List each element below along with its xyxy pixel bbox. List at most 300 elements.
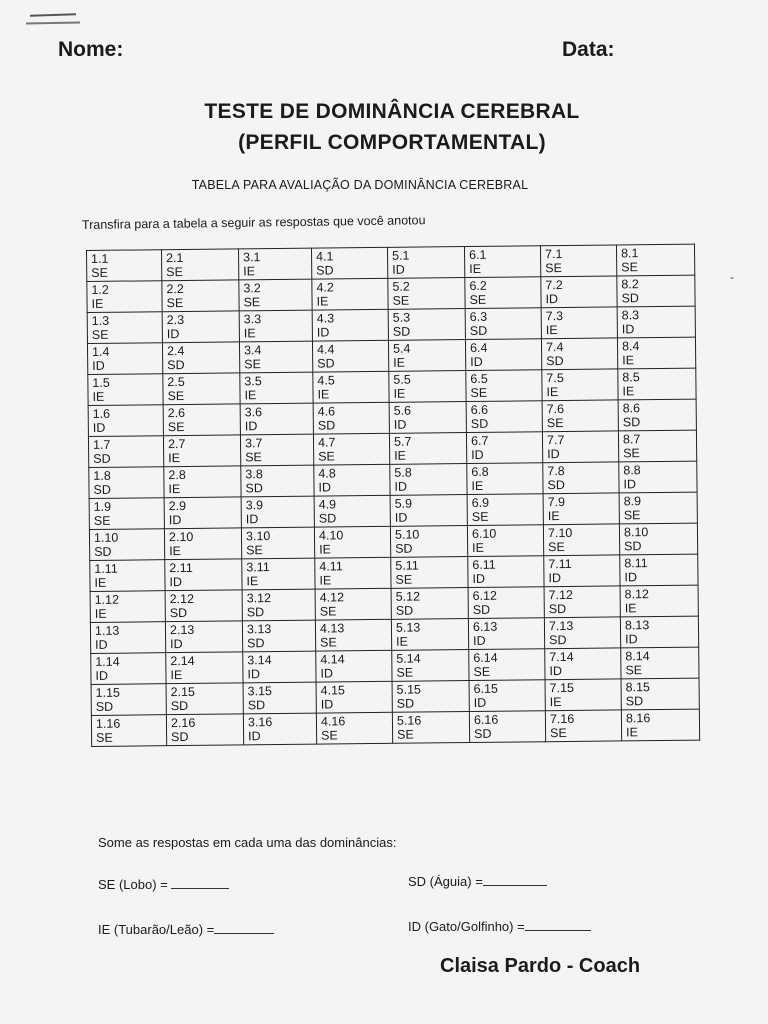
table-cell <box>91 653 166 685</box>
table-cell <box>316 712 392 744</box>
cell-code: IE <box>549 695 562 710</box>
table-cell <box>392 681 469 713</box>
cell-number: 6.12 <box>472 588 498 603</box>
cell-code: IE <box>394 448 407 463</box>
cell-number: 1.13 <box>94 623 120 638</box>
table-caption: TABELA PARA AVALIAÇÃO DA DOMINÂNCIA CEREBRAL <box>191 178 529 192</box>
table-cell <box>469 711 545 743</box>
cell-code: ID <box>394 510 408 525</box>
cell-number: 5.4 <box>392 341 411 356</box>
table-cell <box>621 709 699 741</box>
cell-number: 4.3 <box>316 311 335 326</box>
pen-mark <box>30 13 76 17</box>
cell-number: 2.1 <box>166 250 184 266</box>
table-cell <box>312 340 388 372</box>
table-cell <box>87 312 162 344</box>
cell-code: ID <box>92 358 105 373</box>
date-label: Data: <box>562 38 615 61</box>
cell-code: SE <box>93 513 111 528</box>
table-cell <box>619 492 697 524</box>
table-cell <box>314 526 390 558</box>
cell-number: 1.11 <box>94 561 118 576</box>
table-cell <box>545 679 621 711</box>
cell-code: SE <box>167 419 185 435</box>
table-cell <box>387 247 464 279</box>
table-cell <box>315 557 391 589</box>
cell-number: 1.7 <box>92 437 111 452</box>
cell-number: 3.9 <box>245 498 264 513</box>
table-cell <box>162 311 239 343</box>
cell-code: SE <box>396 665 414 680</box>
cell-number: 5.9 <box>394 496 413 511</box>
summary-ie <box>98 921 274 937</box>
cell-code: SD <box>469 323 488 338</box>
cell-code: IE <box>91 296 104 311</box>
table-cell <box>87 343 162 375</box>
table-cell <box>241 496 314 528</box>
cell-number: 7.14 <box>549 649 574 665</box>
cell-code: IE <box>319 542 332 557</box>
table-cell <box>240 434 313 466</box>
cell-code: ID <box>393 417 407 432</box>
cell-code: IE <box>471 478 484 493</box>
cell-code: SE <box>470 385 488 400</box>
table-cell <box>241 465 314 497</box>
table-cell <box>163 373 240 405</box>
cell-code: SE <box>167 388 185 404</box>
table-cell <box>243 651 316 683</box>
cell-number: 3.7 <box>244 436 263 451</box>
cell-code: SD <box>622 415 641 430</box>
cell-code: IE <box>622 384 635 399</box>
table-cell <box>89 529 164 561</box>
table-cell <box>87 250 162 282</box>
cell-number: 8.2 <box>621 277 639 292</box>
table-cell <box>88 436 163 468</box>
cell-number: 4.11 <box>319 559 343 574</box>
table-cell <box>240 372 313 404</box>
cell-number: 2.7 <box>167 436 186 452</box>
cell-code: SE <box>96 730 113 745</box>
cell-code: ID <box>247 667 261 682</box>
table-cell <box>466 432 542 464</box>
cell-code: SE <box>166 295 184 311</box>
table-cell <box>465 277 541 309</box>
cell-number: 3.14 <box>247 653 272 668</box>
cell-code: SE <box>244 357 261 372</box>
table-cell <box>464 246 540 278</box>
cell-number: 3.4 <box>243 343 262 358</box>
cell-number: 1.15 <box>95 685 121 700</box>
cell-number: 6.10 <box>471 526 497 541</box>
cell-number: 1.6 <box>92 406 111 421</box>
table-cell <box>391 557 468 589</box>
answer-table-wrapper <box>86 244 700 747</box>
cell-code: SD <box>474 726 492 741</box>
cell-number: 3.8 <box>245 467 263 482</box>
cell-number: 3.1 <box>243 250 261 265</box>
cell-code: ID <box>245 512 259 527</box>
cell-number: 1.4 <box>91 344 110 359</box>
cell-code: SD <box>94 544 112 559</box>
cell-number: 2.11 <box>169 560 193 576</box>
cell-code: ID <box>320 666 334 681</box>
table-cell <box>240 403 313 435</box>
cell-number: 1.8 <box>93 468 111 483</box>
cell-code: IE <box>168 482 181 497</box>
summary-id-label: ID (Gato/Golfinho) = <box>408 919 525 934</box>
cell-code: IE <box>624 601 637 616</box>
summary-se <box>98 876 229 892</box>
cell-number: 2.5 <box>167 374 185 390</box>
cell-number: 6.5 <box>470 371 488 386</box>
cell-number: 5.12 <box>395 589 421 604</box>
summary-sd-label: SD (Águia) = <box>408 874 483 889</box>
cell-number: 1.2 <box>91 282 109 297</box>
cell-code: SD <box>547 477 565 493</box>
cell-code: IE <box>243 264 256 279</box>
cell-number: 7.15 <box>549 680 575 696</box>
cell-number: 8.11 <box>624 556 648 571</box>
cell-number: 8.6 <box>622 401 641 416</box>
cell-code: IE <box>396 634 409 649</box>
answer-table <box>86 244 700 747</box>
summary-ie-label: IE (Tubarão/Leão) = <box>98 922 215 937</box>
summary-title: Some as respostas em cada uma das dominâncias: <box>98 835 397 850</box>
cell-number: 6.2 <box>469 278 487 293</box>
table-cell <box>239 341 312 373</box>
cell-number: 7.8 <box>547 463 565 479</box>
cell-number: 8.14 <box>625 649 650 664</box>
cell-number: 4.13 <box>319 621 345 636</box>
cell-code: SE <box>319 604 337 619</box>
cell-code: SD <box>171 729 189 745</box>
cell-code: SD <box>317 418 336 433</box>
table-cell <box>388 278 465 310</box>
table-cell <box>542 369 618 401</box>
cell-number: 2.4 <box>166 343 185 359</box>
cell-number: 7.5 <box>546 371 564 386</box>
table-cell <box>164 466 241 498</box>
cell-number: 8.7 <box>622 432 641 447</box>
table-cell <box>469 649 545 681</box>
table-cell <box>315 588 391 620</box>
cell-code: SD <box>167 357 185 373</box>
cell-number: 6.1 <box>468 247 487 262</box>
table-cell <box>392 650 469 682</box>
table-cell <box>466 401 542 433</box>
table-cell <box>241 527 314 559</box>
cell-number: 4.4 <box>316 342 335 357</box>
table-cell <box>544 586 620 618</box>
cell-number: 5.5 <box>393 372 411 387</box>
table-cell <box>465 308 541 340</box>
table-cell <box>617 337 695 369</box>
table-cell <box>313 371 389 403</box>
cell-code: SE <box>320 635 337 650</box>
cell-code: IE <box>546 385 559 400</box>
cell-code: SD <box>625 694 644 709</box>
table-cell <box>91 684 166 716</box>
summary-id-blank[interactable] <box>525 918 591 931</box>
table-cell <box>468 618 544 650</box>
cell-code: SD <box>316 263 334 278</box>
cell-code: ID <box>92 420 106 435</box>
table-cell <box>389 402 466 434</box>
cell-code: SE <box>621 260 638 275</box>
table-cell <box>392 712 469 744</box>
table-cell <box>619 461 697 493</box>
cell-code: SE <box>625 663 643 678</box>
table-cell <box>163 435 240 467</box>
summary-ie-blank[interactable] <box>214 921 274 934</box>
cell-number: 3.10 <box>245 529 271 544</box>
cell-number: 2.12 <box>169 591 195 607</box>
cell-number: 6.8 <box>471 464 489 479</box>
table-cell <box>162 249 239 281</box>
table-cell <box>468 556 544 588</box>
table-cell <box>467 525 543 557</box>
cell-code: ID <box>316 325 330 340</box>
cell-code: SE <box>166 264 183 280</box>
cell-code: SE <box>91 265 109 280</box>
cell-code: SE <box>548 540 565 555</box>
cell-code: ID <box>95 668 109 683</box>
cell-code: SD <box>247 698 266 713</box>
table-cell <box>469 680 545 712</box>
cell-number: 1.3 <box>91 313 110 328</box>
cell-code: ID <box>394 479 408 494</box>
table-cell <box>467 463 543 495</box>
table-cell <box>545 648 621 680</box>
cell-code: ID <box>547 447 560 462</box>
cell-code: SD <box>170 698 189 714</box>
cell-number: 5.8 <box>394 465 412 480</box>
summary-se-blank[interactable] <box>171 876 229 889</box>
table-cell <box>164 497 241 529</box>
page-title: TESTE DE DOMINÂNCIA CEREBRAL <box>204 100 580 123</box>
table-cell <box>543 493 619 525</box>
cell-number: 8.1 <box>620 246 639 261</box>
cell-number: 5.2 <box>392 279 410 294</box>
table-cell <box>617 306 695 338</box>
cell-code: SD <box>169 605 188 621</box>
cell-code: SE <box>246 543 263 558</box>
cell-code: ID <box>625 632 638 647</box>
cell-code: SD <box>548 601 567 617</box>
table-cell <box>90 591 165 623</box>
cell-code: SD <box>95 699 114 714</box>
cell-number: 2.16 <box>170 715 196 731</box>
table-cell <box>389 433 466 465</box>
cell-code: ID <box>621 322 635 337</box>
cell-number: 8.12 <box>624 587 650 602</box>
table-cell <box>543 524 619 556</box>
cell-number: 6.14 <box>473 650 498 665</box>
cell-number: 4.16 <box>320 714 346 729</box>
table-cell <box>313 402 389 434</box>
cell-code: IE <box>168 451 181 466</box>
table-cell <box>238 248 311 280</box>
table-cell <box>165 559 242 591</box>
cell-number: 7.4 <box>545 340 564 355</box>
table-cell <box>391 588 468 620</box>
cell-code: IE <box>316 294 329 309</box>
table-cell <box>312 309 388 341</box>
cell-number: 6.16 <box>473 712 499 727</box>
cell-number: 2.14 <box>170 653 195 669</box>
cell-code: ID <box>624 570 638 585</box>
cell-code: SD <box>246 605 265 620</box>
cell-number: 2.6 <box>167 405 186 421</box>
cell-number: 7.16 <box>549 711 575 727</box>
table-cell <box>239 310 312 342</box>
cell-number: 2.13 <box>169 622 195 638</box>
table-cell <box>541 307 617 339</box>
table-cell <box>89 467 164 499</box>
table-cell <box>90 622 165 654</box>
cell-number: 6.3 <box>469 309 488 324</box>
cell-number: 1.14 <box>95 654 120 669</box>
cell-number: 1.12 <box>94 592 120 607</box>
cell-code: SE <box>469 292 487 307</box>
table-cell <box>390 464 467 496</box>
cell-code: ID <box>320 697 334 712</box>
cell-number: 8.3 <box>621 308 640 323</box>
cell-code: ID <box>248 729 261 744</box>
cell-code: IE <box>472 540 485 555</box>
cell-number: 4.15 <box>320 683 346 698</box>
cell-code: SE <box>321 728 338 743</box>
cell-code: IE <box>469 261 482 276</box>
table-cell <box>616 244 694 276</box>
cell-code: ID <box>545 292 559 307</box>
cell-code: SE <box>473 664 491 679</box>
table-cell <box>163 404 240 436</box>
cell-number: 4.14 <box>320 652 345 667</box>
cell-number: 3.12 <box>246 591 272 606</box>
cell-code: SD <box>621 291 639 306</box>
table-cell <box>618 368 696 400</box>
cell-code: SE <box>623 446 640 461</box>
cell-number: 4.6 <box>317 404 336 419</box>
cell-number: 7.1 <box>544 247 563 262</box>
cell-number: 4.10 <box>318 528 344 543</box>
cell-code: ID <box>170 637 183 652</box>
cell-code: ID <box>473 633 486 648</box>
table-cell <box>90 560 165 592</box>
cell-code: SD <box>546 354 564 369</box>
table-cell <box>389 371 466 403</box>
table-cell <box>88 405 163 437</box>
cell-code: ID <box>318 480 332 495</box>
table-cell <box>312 278 388 310</box>
table-cell <box>314 495 390 527</box>
table-cell <box>621 678 699 710</box>
cell-number: 6.13 <box>472 619 498 634</box>
table-cell <box>314 464 390 496</box>
table-cell <box>242 558 315 590</box>
table-cell <box>243 682 316 714</box>
cell-code: SE <box>91 327 109 342</box>
cell-code: ID <box>549 664 563 679</box>
cell-code: SE <box>392 293 410 308</box>
cell-code: SE <box>245 450 262 465</box>
table-cell <box>311 247 387 279</box>
cell-number: 5.15 <box>396 682 422 697</box>
table-cell <box>619 523 697 555</box>
table-cell <box>239 279 312 311</box>
table-cell <box>164 528 241 560</box>
cell-number: 3.13 <box>246 622 272 637</box>
cell-code: ID <box>473 695 487 710</box>
cell-code: IE <box>246 574 259 589</box>
cell-code: IE <box>393 355 406 370</box>
table-cell <box>391 619 468 651</box>
cell-code: ID <box>472 571 486 586</box>
cell-number: 7.3 <box>545 309 564 324</box>
cell-code: SE <box>545 261 562 276</box>
cell-code: SD <box>317 356 335 371</box>
cell-code: SD <box>93 451 111 466</box>
cell-number: 8.15 <box>625 680 651 695</box>
table-cell <box>162 280 239 312</box>
cell-number: 4.12 <box>319 590 345 605</box>
cell-number: 7.11 <box>548 556 572 572</box>
cell-number: 5.14 <box>396 651 421 666</box>
table-cell <box>315 619 391 651</box>
table-cell <box>166 714 243 746</box>
table-cell <box>243 713 316 745</box>
table-cell <box>91 715 166 747</box>
cell-code: IE <box>92 389 105 404</box>
cell-number: 7.10 <box>547 525 573 541</box>
cell-code: ID <box>244 419 258 434</box>
cell-code: SD <box>624 539 642 554</box>
cell-code: ID <box>623 477 637 492</box>
cell-code: SE <box>397 727 414 742</box>
table-cell <box>542 400 618 432</box>
cell-number: 8.16 <box>625 711 651 726</box>
cell-number: 1.16 <box>95 716 121 731</box>
cell-number: 3.6 <box>244 405 263 420</box>
table-cell <box>89 498 164 530</box>
cell-code: SD <box>93 482 111 497</box>
table-cell <box>388 340 465 372</box>
cell-number: 4.7 <box>317 435 336 450</box>
cell-number: 1.1 <box>91 251 109 266</box>
cell-number: 5.3 <box>392 310 411 325</box>
cell-number: 4.2 <box>316 280 334 295</box>
cell-number: 6.11 <box>472 557 496 572</box>
cell-code: SD <box>470 416 489 431</box>
cell-number: 3.11 <box>246 560 270 575</box>
summary-se-label: SE (Lobo) = <box>98 877 168 892</box>
cell-number: 3.5 <box>244 374 262 389</box>
table-cell <box>242 620 315 652</box>
cell-code: SE <box>471 509 489 524</box>
cell-code: IE <box>319 573 332 588</box>
table-cell <box>618 430 696 462</box>
table-cell <box>467 494 543 526</box>
table-cell <box>165 590 242 622</box>
cell-code: SD <box>392 324 411 339</box>
summary-sd-blank[interactable] <box>483 873 547 886</box>
cell-code: IE <box>169 544 182 559</box>
name-label: Nome: <box>58 38 124 61</box>
cell-number: 7.2 <box>545 278 563 293</box>
table-cell <box>390 526 467 558</box>
